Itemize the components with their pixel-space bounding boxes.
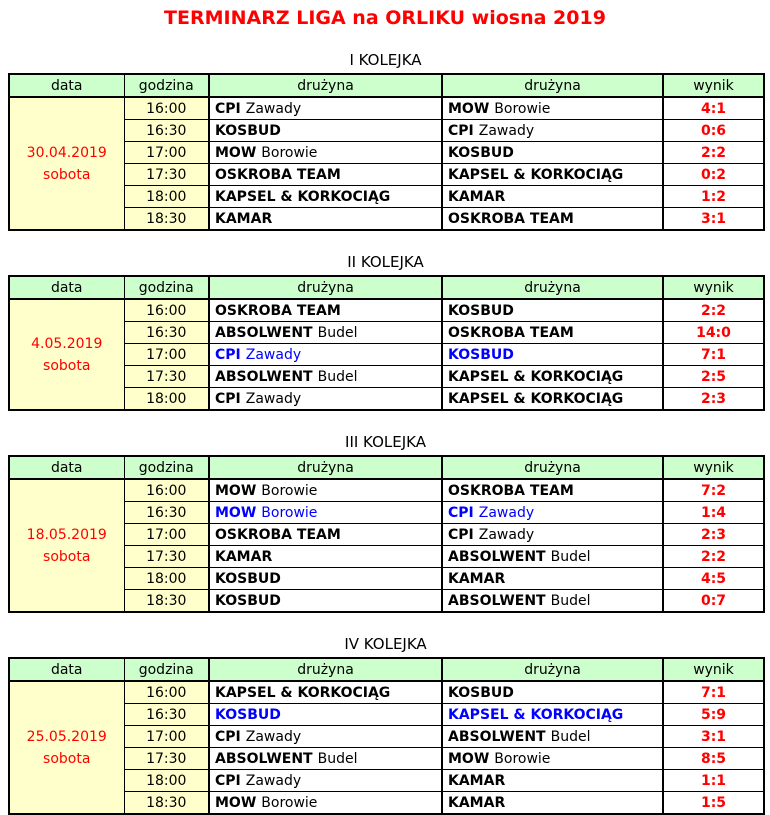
column-header-score: wynik: [663, 456, 764, 479]
match-score: 3:1: [663, 726, 764, 748]
match-time: 17:00: [124, 726, 209, 748]
round-day: sobota: [43, 750, 91, 767]
match-score: 2:2: [663, 142, 764, 164]
match-time: 16:30: [124, 322, 209, 344]
away-team-cell: [442, 748, 663, 770]
away-team-name: KAPSEL & KORKOCIĄG: [448, 390, 624, 407]
home-team-cell: [209, 681, 442, 704]
away-team-name: KOSBUD: [448, 302, 514, 319]
column-header-team1: drużyna: [209, 456, 442, 479]
away-team-cell: [442, 97, 663, 120]
match-score: 1:4: [663, 502, 764, 524]
match-time: 18:00: [124, 186, 209, 208]
home-team-name: KOSBUD: [215, 592, 281, 609]
away-team-name: KAPSEL & KORKOCIĄG: [448, 706, 624, 723]
match-time: 18:00: [124, 388, 209, 411]
home-team-name: MOW: [215, 144, 257, 161]
home-team-cell: [209, 142, 442, 164]
column-header-team2: drużyna: [442, 276, 663, 299]
away-team-name: KOSBUD: [448, 346, 514, 363]
round-section: [8, 635, 763, 815]
round-date: 25.05.2019: [26, 728, 107, 745]
round-table: [8, 275, 765, 411]
away-team-suffix: Zawady: [478, 526, 535, 543]
home-team-cell: [209, 164, 442, 186]
home-team-cell: [209, 186, 442, 208]
home-team-suffix: Budel: [317, 368, 358, 385]
round-date: 18.05.2019: [26, 526, 107, 543]
column-header-score: wynik: [663, 74, 764, 97]
header-row: [9, 456, 764, 479]
away-team-cell: [442, 388, 663, 411]
match-score: 2:2: [663, 299, 764, 322]
home-team-name: KOSBUD: [215, 122, 281, 139]
match-score: 2:3: [663, 388, 764, 411]
home-team-name: OSKROBA TEAM: [215, 166, 341, 183]
home-team-cell: [209, 97, 442, 120]
match-score: 1:1: [663, 770, 764, 792]
round-title: I KOLEJKA: [349, 51, 422, 69]
page-title: TERMINARZ LIGA na ORLIKU wiosna 2019: [164, 7, 606, 29]
home-team-suffix: Budel: [317, 750, 358, 767]
match-score: 2:5: [663, 366, 764, 388]
rounds-container: [0, 51, 770, 815]
column-header-score: wynik: [663, 276, 764, 299]
match-row: [9, 681, 764, 704]
round-title: III KOLEJKA: [345, 433, 426, 451]
match-score: 0:6: [663, 120, 764, 142]
round-section: [8, 433, 763, 613]
away-team-name: MOW: [448, 100, 490, 117]
match-time: 17:30: [124, 748, 209, 770]
home-team-suffix: Borowie: [261, 482, 318, 499]
match-score: 14:0: [663, 322, 764, 344]
match-score: 2:3: [663, 524, 764, 546]
away-team-name: KOSBUD: [448, 684, 514, 701]
home-team-name: ABSOLWENT: [215, 324, 313, 341]
match-time: 17:30: [124, 164, 209, 186]
match-score: 2:2: [663, 546, 764, 568]
match-time: 17:00: [124, 344, 209, 366]
away-team-name: CPI: [448, 504, 474, 521]
column-header-team2: drużyna: [442, 74, 663, 97]
home-team-name: MOW: [215, 504, 257, 521]
match-score: 3:1: [663, 208, 764, 231]
home-team-name: CPI: [215, 390, 241, 407]
match-time: 16:00: [124, 97, 209, 120]
round-title: IV KOLEJKA: [344, 635, 427, 653]
away-team-suffix: Zawady: [478, 122, 535, 139]
home-team-cell: [209, 344, 442, 366]
home-team-suffix: Budel: [317, 324, 358, 341]
round-date: 30.04.2019: [26, 144, 107, 161]
home-team-cell: [209, 590, 442, 613]
column-header-date: data: [9, 658, 124, 681]
away-team-name: MOW: [448, 750, 490, 767]
round-section: [8, 253, 763, 411]
home-team-suffix: Zawady: [245, 390, 302, 407]
away-team-name: KAPSEL & KORKOCIĄG: [448, 166, 624, 183]
away-team-suffix: Budel: [550, 728, 591, 745]
round-table: [8, 657, 765, 815]
away-team-name: ABSOLWENT: [448, 548, 546, 565]
match-time: 16:00: [124, 479, 209, 502]
round-section: [8, 51, 763, 231]
date-cell: [9, 479, 124, 612]
match-score: 1:5: [663, 792, 764, 815]
away-team-cell: [442, 502, 663, 524]
home-team-cell: [209, 524, 442, 546]
home-team-cell: [209, 322, 442, 344]
match-score: 7:1: [663, 344, 764, 366]
column-header-time: godzina: [124, 74, 209, 97]
home-team-cell: [209, 546, 442, 568]
date-cell: [9, 681, 124, 814]
away-team-name: OSKROBA TEAM: [448, 210, 574, 227]
away-team-name: KAMAR: [448, 794, 506, 811]
home-team-name: ABSOLWENT: [215, 750, 313, 767]
home-team-cell: [209, 568, 442, 590]
home-team-cell: [209, 792, 442, 815]
home-team-cell: [209, 299, 442, 322]
home-team-cell: [209, 502, 442, 524]
home-team-cell: [209, 704, 442, 726]
header-row: [9, 74, 764, 97]
away-team-cell: [442, 479, 663, 502]
away-team-cell: [442, 164, 663, 186]
match-time: 17:30: [124, 366, 209, 388]
away-team-cell: [442, 590, 663, 613]
home-team-name: KAPSEL & KORKOCIĄG: [215, 188, 391, 205]
away-team-name: KAMAR: [448, 188, 506, 205]
header-row: [9, 276, 764, 299]
home-team-name: KAPSEL & KORKOCIĄG: [215, 684, 391, 701]
column-header-team1: drużyna: [209, 74, 442, 97]
round-day: sobota: [43, 166, 91, 183]
header-row: [9, 658, 764, 681]
date-cell: [9, 299, 124, 410]
match-score: 0:2: [663, 164, 764, 186]
away-team-suffix: Budel: [550, 548, 591, 565]
match-time: 17:00: [124, 142, 209, 164]
home-team-suffix: Borowie: [261, 504, 318, 521]
round-day: sobota: [43, 357, 91, 374]
away-team-cell: [442, 568, 663, 590]
match-score: 7:2: [663, 479, 764, 502]
away-team-cell: [442, 726, 663, 748]
home-team-name: CPI: [215, 346, 241, 363]
away-team-suffix: Zawady: [478, 504, 535, 521]
home-team-name: ABSOLWENT: [215, 368, 313, 385]
round-day: sobota: [43, 548, 91, 565]
away-team-cell: [442, 366, 663, 388]
match-time: 18:00: [124, 568, 209, 590]
away-team-suffix: Borowie: [494, 100, 551, 117]
match-row: [9, 479, 764, 502]
away-team-name: ABSOLWENT: [448, 592, 546, 609]
home-team-cell: [209, 208, 442, 231]
round-table: [8, 455, 765, 613]
column-header-team1: drużyna: [209, 276, 442, 299]
match-score: 4:1: [663, 97, 764, 120]
home-team-suffix: Zawady: [245, 728, 302, 745]
column-header-time: godzina: [124, 276, 209, 299]
away-team-name: OSKROBA TEAM: [448, 482, 574, 499]
away-team-suffix: Budel: [550, 592, 591, 609]
match-score: 5:9: [663, 704, 764, 726]
round-table: [8, 73, 765, 231]
match-time: 16:30: [124, 502, 209, 524]
home-team-suffix: Zawady: [245, 346, 302, 363]
away-team-cell: [442, 524, 663, 546]
round-title: II KOLEJKA: [347, 253, 424, 271]
home-team-cell: [209, 120, 442, 142]
away-team-cell: [442, 299, 663, 322]
match-time: 18:30: [124, 590, 209, 613]
column-header-score: wynik: [663, 658, 764, 681]
home-team-suffix: Zawady: [245, 100, 302, 117]
match-time: 18:30: [124, 208, 209, 231]
home-team-name: KAMAR: [215, 548, 273, 565]
match-time: 16:00: [124, 299, 209, 322]
match-score: 4:5: [663, 568, 764, 590]
away-team-cell: [442, 344, 663, 366]
away-team-name: KAPSEL & KORKOCIĄG: [448, 368, 624, 385]
column-header-team2: drużyna: [442, 456, 663, 479]
away-team-name: CPI: [448, 526, 474, 543]
away-team-cell: [442, 208, 663, 231]
match-time: 18:00: [124, 770, 209, 792]
home-team-name: OSKROBA TEAM: [215, 526, 341, 543]
away-team-suffix: Borowie: [494, 750, 551, 767]
column-header-time: godzina: [124, 456, 209, 479]
home-team-cell: [209, 748, 442, 770]
away-team-cell: [442, 681, 663, 704]
home-team-name: MOW: [215, 794, 257, 811]
away-team-name: ABSOLWENT: [448, 728, 546, 745]
home-team-name: CPI: [215, 728, 241, 745]
home-team-cell: [209, 479, 442, 502]
away-team-cell: [442, 120, 663, 142]
column-header-date: data: [9, 276, 124, 299]
match-score: 7:1: [663, 681, 764, 704]
home-team-cell: [209, 726, 442, 748]
away-team-name: KOSBUD: [448, 144, 514, 161]
away-team-cell: [442, 770, 663, 792]
away-team-cell: [442, 142, 663, 164]
away-team-cell: [442, 704, 663, 726]
home-team-suffix: Borowie: [261, 144, 318, 161]
match-time: 16:30: [124, 704, 209, 726]
column-header-team1: drużyna: [209, 658, 442, 681]
away-team-name: CPI: [448, 122, 474, 139]
home-team-cell: [209, 770, 442, 792]
home-team-cell: [209, 388, 442, 411]
match-time: 17:00: [124, 524, 209, 546]
away-team-cell: [442, 186, 663, 208]
home-team-name: OSKROBA TEAM: [215, 302, 341, 319]
match-score: 1:2: [663, 186, 764, 208]
match-score: 8:5: [663, 748, 764, 770]
home-team-suffix: Borowie: [261, 794, 318, 811]
schedule-page: [0, 7, 770, 815]
match-row: [9, 299, 764, 322]
home-team-name: CPI: [215, 100, 241, 117]
home-team-name: KOSBUD: [215, 706, 281, 723]
match-time: 16:00: [124, 681, 209, 704]
home-team-cell: [209, 366, 442, 388]
home-team-suffix: Zawady: [245, 772, 302, 789]
away-team-cell: [442, 546, 663, 568]
match-score: 0:7: [663, 590, 764, 613]
home-team-name: KAMAR: [215, 210, 273, 227]
match-time: 18:30: [124, 792, 209, 815]
match-time: 16:30: [124, 120, 209, 142]
away-team-name: KAMAR: [448, 772, 506, 789]
column-header-time: godzina: [124, 658, 209, 681]
away-team-name: KAMAR: [448, 570, 506, 587]
round-date: 4.05.2019: [31, 335, 103, 352]
match-row: [9, 97, 764, 120]
home-team-name: MOW: [215, 482, 257, 499]
away-team-cell: [442, 792, 663, 815]
column-header-date: data: [9, 74, 124, 97]
column-header-date: data: [9, 456, 124, 479]
away-team-cell: [442, 322, 663, 344]
match-time: 17:30: [124, 546, 209, 568]
home-team-name: CPI: [215, 772, 241, 789]
date-cell: [9, 97, 124, 230]
column-header-team2: drużyna: [442, 658, 663, 681]
away-team-name: OSKROBA TEAM: [448, 324, 574, 341]
home-team-name: KOSBUD: [215, 570, 281, 587]
